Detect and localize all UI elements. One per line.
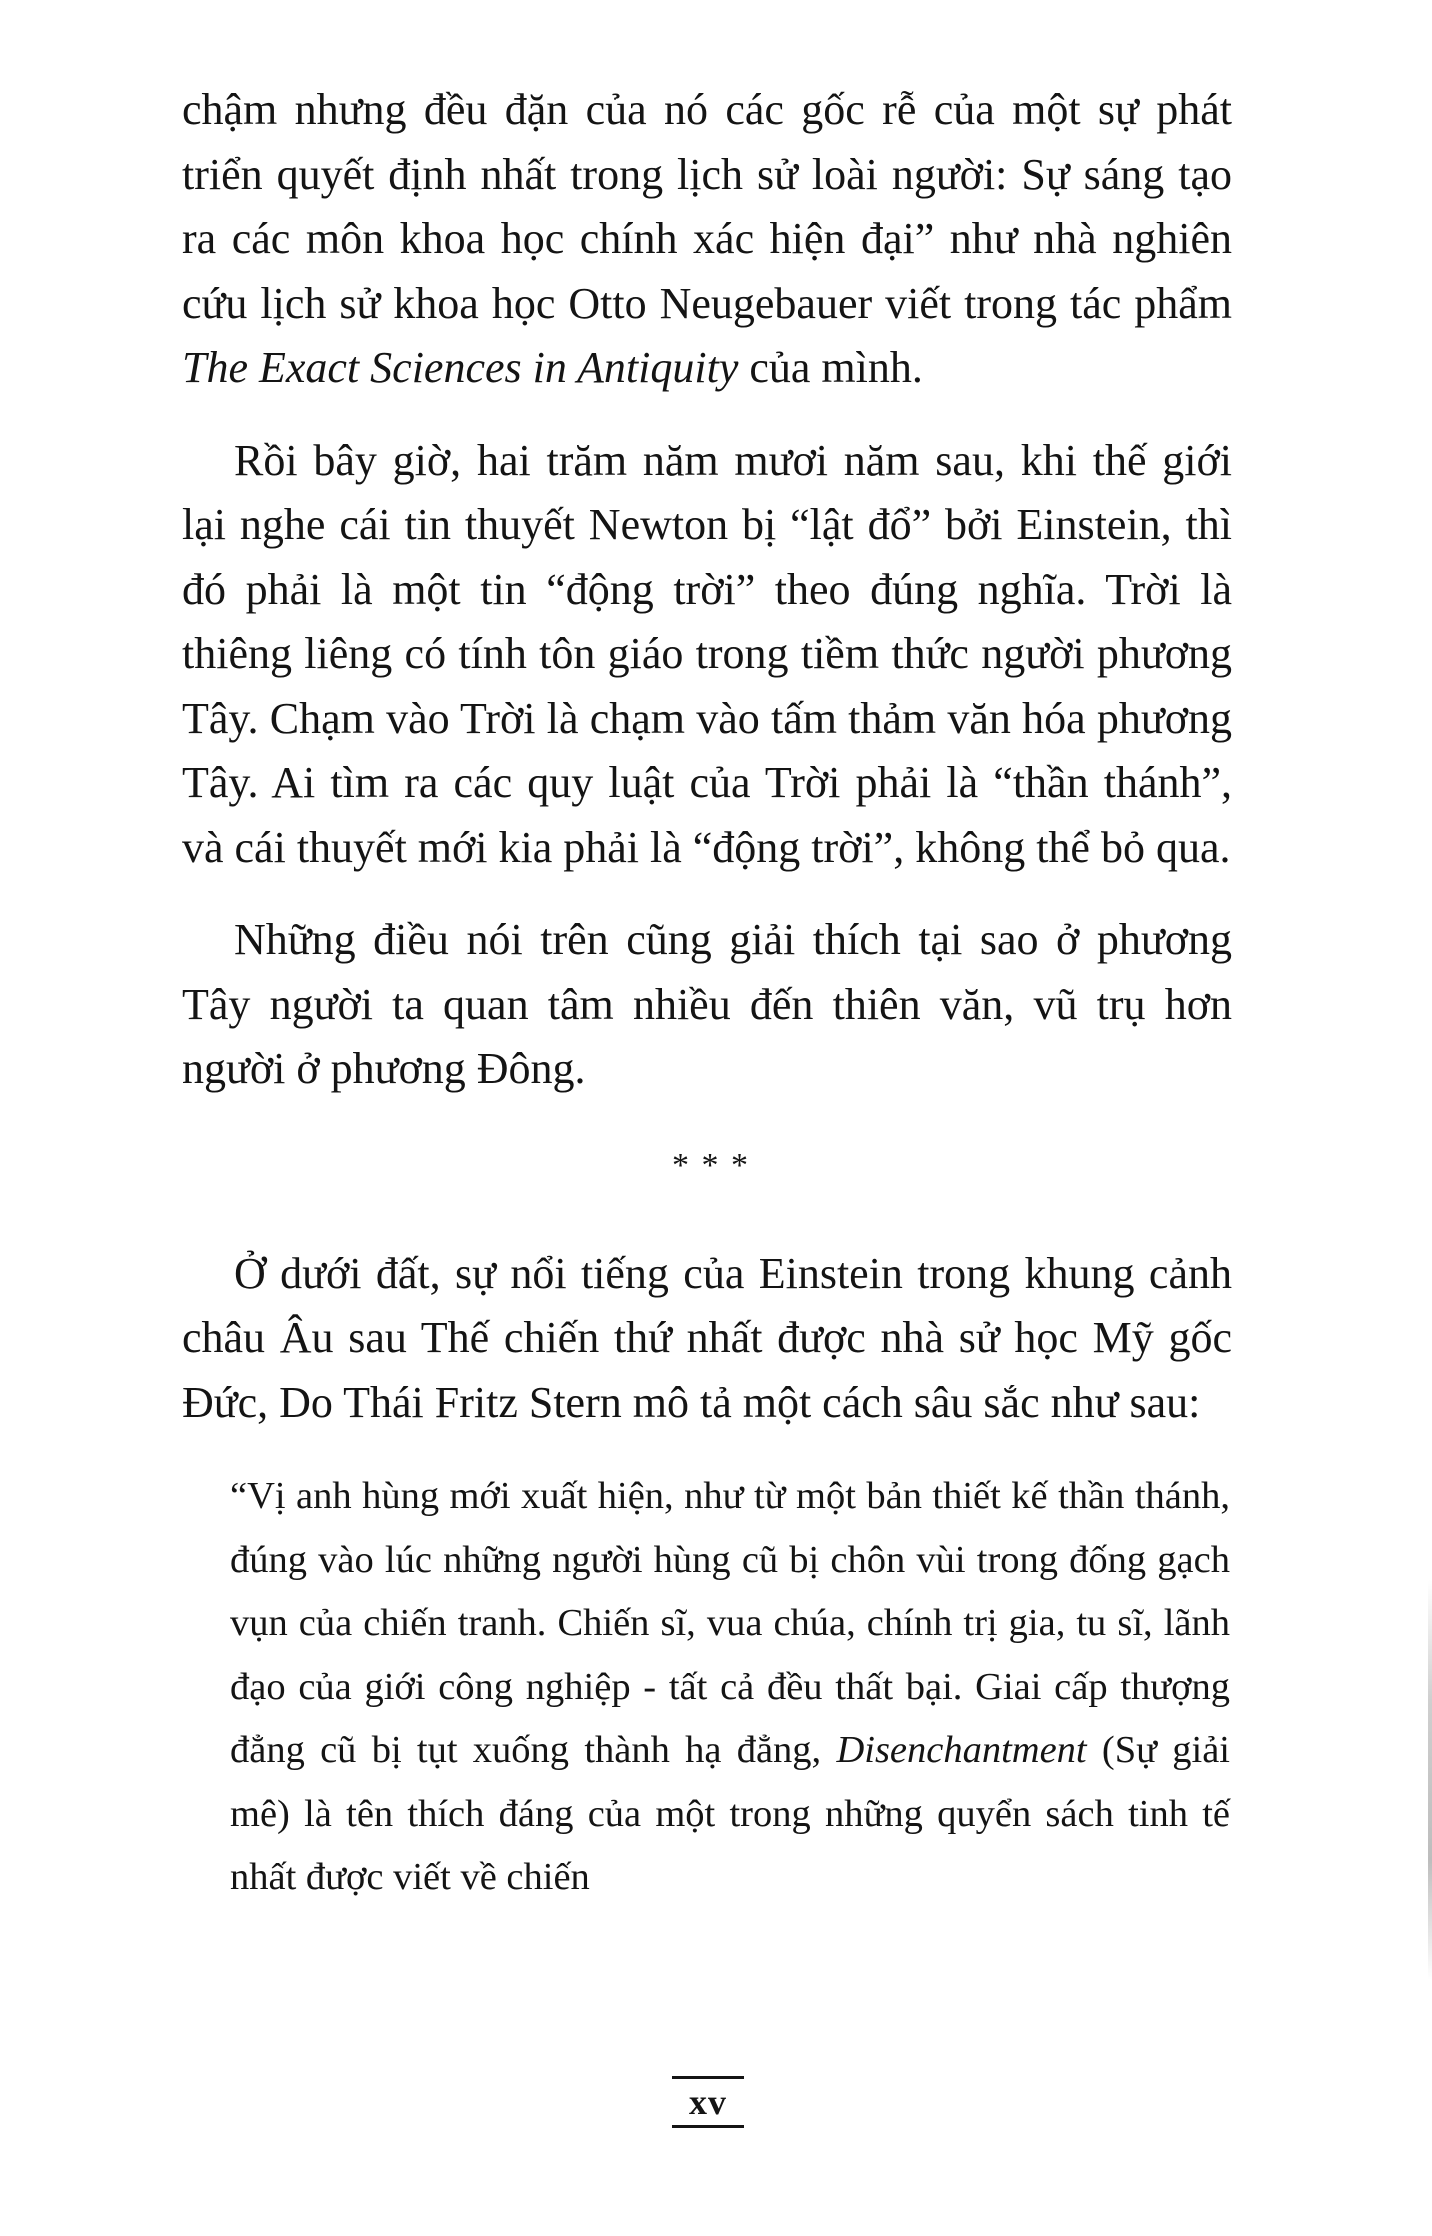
quote-book-title-italic: Disenchantment xyxy=(836,1729,1087,1771)
block-quote xyxy=(230,1465,1230,1910)
page-edge-shadow xyxy=(1428,1580,1432,1980)
quote-text: “Vị anh hùng mới xuất hiện, như từ một bản thiết kế thần thánh, đúng vào lúc những người hùng cũ bị chôn vùi trong đống gạch vụn của chiến tranh. Chiến sĩ, vua chúa, chính trị gia, tu sĩ, lãnh đạo của giới công nghiệp - tất cả đều thất bại. Giai cấp thượng đẳng cũ bị tụt xuống thành hạ đẳng, xyxy=(230,1475,1230,1771)
paragraph-2: Rồi bây giờ, hai trăm năm mươi năm sau, khi thế giới lại nghe cái tin thuyết Newton bị “lật đổ” bởi Einstein, thì đó phải là một tin “động trời” theo đúng nghĩa. Trời là thiêng liêng có tính tôn giáo trong tiềm thức người phương Tây. Chạm vào Trời là chạm vào tấm thảm văn hóa phương Tây. Ai tìm ra các quy luật của Trời phải là “thần thánh”, và cái thuyết mới kia phải là “động trời”, không thể bỏ qua. xyxy=(182,435,1232,872)
paragraph-4: Ở dưới đất, sự nổi tiếng của Einstein trong khung cảnh châu Âu sau Thế chiến thứ nhất được nhà sử học Mỹ gốc Đức, Do Thái Fritz Stern mô tả một cách sâu sắc như sau: xyxy=(182,1248,1232,1427)
paragraph-1 xyxy=(182,78,1232,401)
page-number: xv xyxy=(672,2076,744,2128)
paragraph-3: Những điều nói trên cũng giải thích tại sao ở phương Tây người ta quan tâm nhiều đến thiên văn, vũ trụ hơn người ở phương Đông. xyxy=(182,915,1232,1093)
page-content xyxy=(182,78,1232,1910)
paragraph-1-text-end: của mình. xyxy=(738,343,923,392)
paragraph-1-text: chậm nhưng đều đặn của nó các gốc rễ của một sự phát triển quyết định nhất trong lịch sử loài người: Sự sáng tạo ra các môn khoa học chính xác hiện đại” như nhà nghiên cứu lịch sử khoa học Otto Neugebauer viết trong tác phẩm xyxy=(182,85,1232,328)
book-title-italic: The Exact Sciences in Antiquity xyxy=(182,343,739,392)
asterism: * * * xyxy=(672,1146,750,1184)
section-separator xyxy=(182,1102,1232,1242)
quote-text-end: (Sự giải mê) là tên thích đáng của một trong những quyển sách tinh tế nhất được viết về chiến xyxy=(230,1729,1230,1898)
